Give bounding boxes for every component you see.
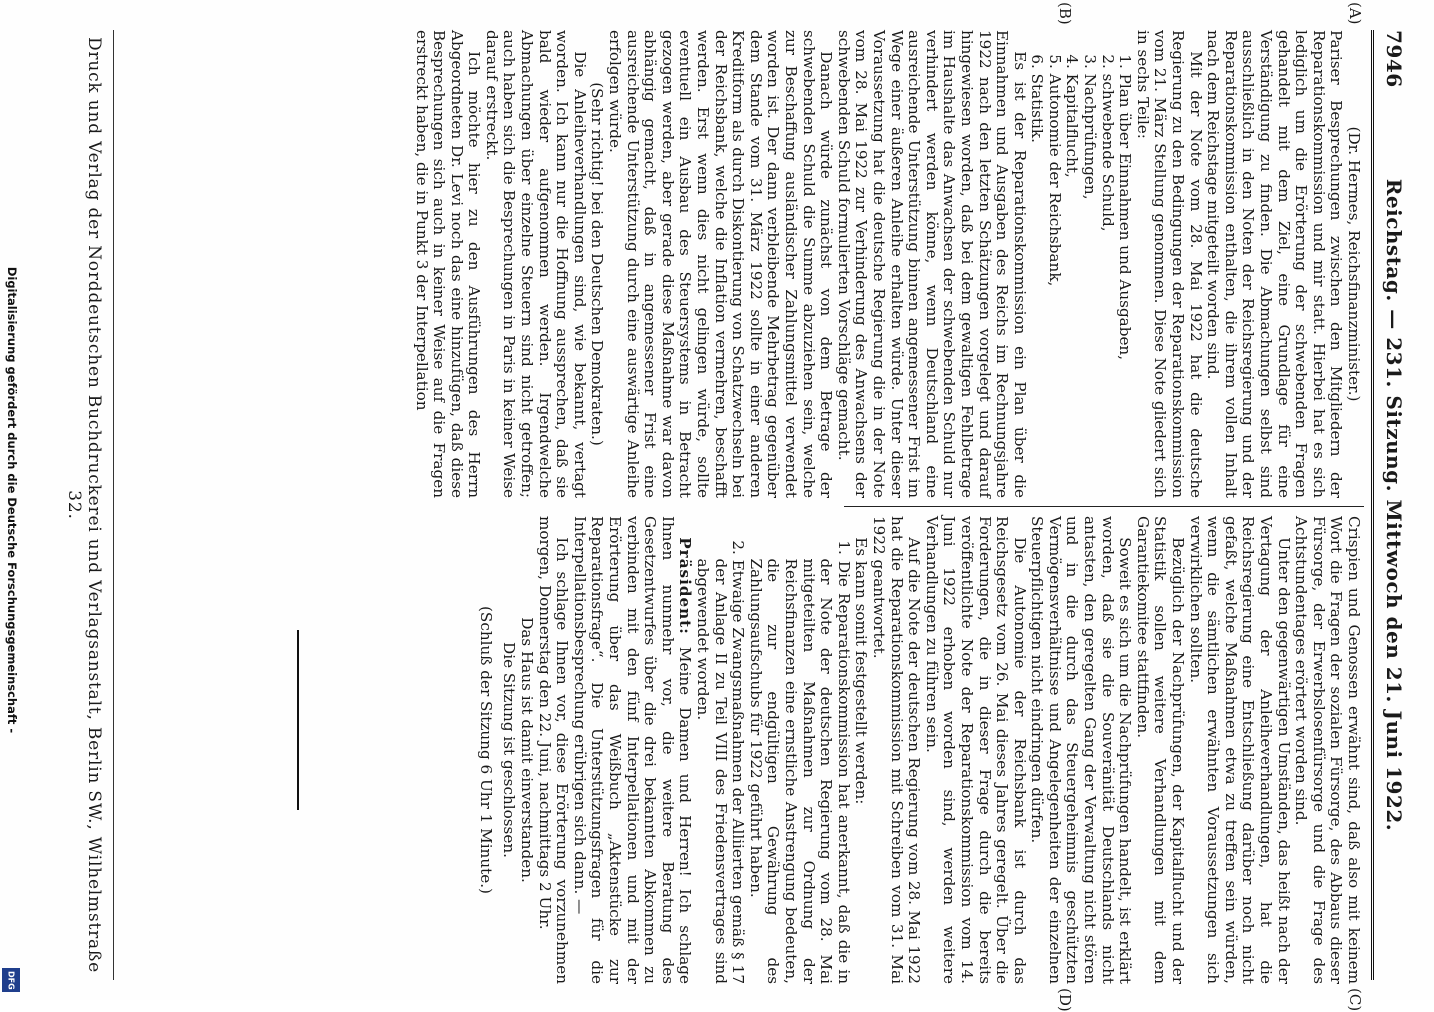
right-column — [476, 516, 1362, 984]
list-item: 2. Etwaige Zwangsmaßnahmen der Alliierten gemäß § 17 der Anlage II zu Teil VIII des Friedensvertrages sind abgewendet worden. — [694, 540, 748, 984]
margin-mark-a: (A) — [1346, 2, 1364, 25]
running-head-title: Reichstag. — 231. Sitzung. Mittwoch den 21. Juni 1922. — [1382, 178, 1406, 832]
paragraph: Crispien und Genossen erwähnt sind, daß also mit keinem Wort die Fragen der sozialen Fürsorge, des Abbaus dieser Fürsorge, der Erwerbslosenfürsorge und die Frage des Achtstundentages erörtert worden sind. — [1292, 516, 1363, 984]
paragraph: Mit der Note vom 28. Mai 1922 hat die deutsche Regierung zu den Bedingungen der Reparationskommission vom 21. März Stellung genommen. Diese Note gliedert sich in sechs Teile: — [1133, 30, 1205, 498]
president-text: Meine Damen und Herren! Ich schlage Ihnen nunmehr vor, die weitere Beratung des Gesetzentwurfes über die drei bekannten Abkommen zu verbinden mit den fünf Interpellationen und mit der Erörterung über das Weißbuch „Aktenstücke zur Reparationsfrage“. Die Unterstützungsfragen für die Interpellationsbesprechung erübrigen sich dann. — — [570, 516, 695, 984]
paragraph: Soweit es sich um die Nachprüfungen handelt, ist erklärt worden, daß sie die Souveränität Deutschlands nicht antasten, den geregelten Gang der Verwaltung nicht stören und in die durch das Steuergeheimnis geschützten Vermögensverhältnisse und Angelegenheiten der einzelnen Steuerpflichtigen nicht eindringen dürfen. — [1028, 516, 1135, 984]
margin-mark-d: (D) — [1056, 988, 1074, 1012]
speaker-line: (Dr. Hermes, Reichsfinanzminister.) — [1345, 126, 1363, 402]
list-item: 2. schwebende Schuld, — [1098, 54, 1117, 232]
closing-note: (Schluß der Sitzung 6 Uhr 1 Minute.) — [476, 606, 495, 894]
imprint: Druck und Verlag der Norddeutschen Buchdruckerei und Verlagsanstalt, Berlin SW., Wilhelmstraße 32. — [64, 36, 104, 973]
paragraph: Pariser Besprechungen zwischen den Mitgliedern der Reparationskommission und mir statt. Hierbei hat es sich lediglich um die Erörterung der schwebenden Fragen gehandelt mit dem Ziel, eine Grundlage für eine Verständigung zu finden. Die Abmachungen selbst sind ausschließlich in den Noten der Reichsregierung und der Reparationskommission enthalten, die ihrem vollen Inhalt nach dem Reichstage mitgeteilt worden sind. — [1204, 30, 1346, 498]
note-parts-list — [1028, 30, 1134, 498]
column-divider — [844, 506, 1364, 507]
margin-mark-b: (B) — [1056, 2, 1074, 25]
list-item: 5. Autonomie der Reichsbank, — [1045, 54, 1064, 287]
margin-mark-c: (C) — [1346, 988, 1364, 1012]
funding-note: Digitalisierung gefördert durch die Deutsche Forschungsgemeinschaft - — [5, 266, 19, 734]
paragraph: Bezüglich der Nachprüfungen, der Kapitalflucht und der Statistik sollen weitere Verhandlungen mit dem Garantiekomitee stattfinden. — [1133, 516, 1188, 984]
speaker-label: Präsident: — [676, 537, 695, 635]
paragraph: Es kann somit festgestellt werden: — [852, 537, 871, 805]
page-body — [14, 2, 1414, 1012]
paragraph: Die Anleiheverhandlungen sind, wie bekannt, vertagt worden. Ich kann nur die Hoffnung aussprechen, daß sie bald wieder aufgenommen werden. Irgendwelche Abmachungen über einzelne Steuern sind nicht getroffen; auch haben sich die Besprechungen in Paris in keiner Weise darauf erstreckt. — [482, 30, 589, 498]
paragraph: Die Autonomie der Reichsbank ist durch das Reichsgesetz vom 26. Mai dieses Jahres geregelt. Über die Forderungen, die in dieser Frage durch die bereits veröffentlichte Note der Reparationskommission vom 14. Juni 1922 erhoben worden sind, werden weitere Verhandlungen zu führen sein. — [922, 516, 1029, 984]
left-column — [412, 30, 1362, 498]
paragraph: Auf die Note der deutschen Regierung vom 28. Mai 1922 hat die Reparationskommission mit Schreiben vom 31. Mai 1922 geantwortet. — [869, 516, 924, 984]
paragraph: Danach würde zunächst von dem Betrage der schwebenden Schuld die Summe abzuziehen sein, welche zur Beschaffung ausländischer Zahlungsmittel verwendet worden ist. Der dann verbleibende Mehrbetrag gegenüber dem Stande vom 31. März 1922 sollte in einer anderen Kreditform als durch Diskontierung von Schatzwechseln bei der Reichsbank, welche die Inflation vermehren, beschafft werden. Erst wenn dies nicht gelingen würde, sollte eventuell ein Ausbau des Steuersystems in Betracht gezogen werden, aber gerade diese Maßnahme war davon abhängig gemacht, daß in angemessener Frist eine ausreichende Unterstützung durch eine auswärtige Anleihe erfolgen würde. — [606, 30, 836, 498]
end-rule — [297, 630, 299, 810]
funding-strip — [0, 0, 24, 1000]
list-item: 3. Nachprüfungen, — [1081, 54, 1100, 200]
imprint-rule — [113, 30, 114, 980]
list-item: 4. Kapitalflucht, — [1063, 54, 1082, 178]
house-agrees: Das Haus ist damit einverstanden. — [518, 617, 537, 883]
session-closed: Die Sitzung ist geschlossen. — [500, 642, 519, 858]
header-rule — [1371, 30, 1374, 980]
dfg-logo-icon: DFG — [2, 968, 20, 992]
findings-list — [693, 516, 851, 984]
page-number: 7946 — [1382, 30, 1406, 88]
list-item: 6. Statistik. — [1028, 54, 1047, 143]
list-item: 1. Plan über Einnahmen und Ausgaben, — [1116, 54, 1135, 361]
paragraph: Es ist der Reparationskommission ein Plan über die Einnahmen und Ausgaben des Reichs im Rechnungsjahre 1922 nach den letzten Schätzungen vorgelegt und darauf hingewiesen worden, daß bei dem gewaltigen Fehlbetrage im Haushalte das Anwachsen der schwebenden Schuld nur verhindert werden könne, wenn Deutschland eine ausreichende Unterstützung binnen angemessener Frist im Wege einer äußeren Anleihe erhalten würde. Unter dieser Voraussetzung hat die deutsche Regierung die in der Note vom 28. Mai 1922 zur Verhinderung des Anwachsens der schwebenden Schuld formulierten Vorschläge gemacht. — [834, 30, 1029, 498]
president-paragraph — [570, 516, 693, 984]
paragraph: Unter den gegenwärtigen Umständen, das heißt nach der Vertagung der Anleiheverhandlungen, hat die Reichsregierung eine Entschließung darüber noch nicht gefaßt, welche Maßnahmen etwa zu treffen sein würden, wenn die sämtlichen erwähnten Voraussetzungen sich verwirklichen sollten. — [1186, 516, 1293, 984]
paragraph: Ich schlage Ihnen vor, diese Erörterung vorzunehmen morgen, Donnerstag den 22. Juni, nachmittags 2 Uhr. — [535, 516, 572, 984]
list-item: 1. Die Reparationskommission hat anerkannt, daß die in der Note der deutschen Regierung vom 28. Mai mitgeteilten Maßnahmen zur Ordnung der Reichsfinanzen eine ernstliche Anstrengung bedeuten, die zur endgültigen Gewährung des Zahlungsaufschubs für 1922 geführt haben. — [746, 540, 853, 984]
running-head — [1376, 30, 1406, 980]
paragraph: Ich möchte hier zu den Ausführungen des Herrn Abgeordneten Dr. Levi noch das eine hinzufügen, daß diese Besprechungen sich auch in keiner Weise auf die Fragen erstreckt haben, die in Punkt 3 der Interpellation — [412, 30, 484, 498]
interjection: (Sehr richtig! bei den Deutschen Demokraten.) — [588, 82, 607, 446]
